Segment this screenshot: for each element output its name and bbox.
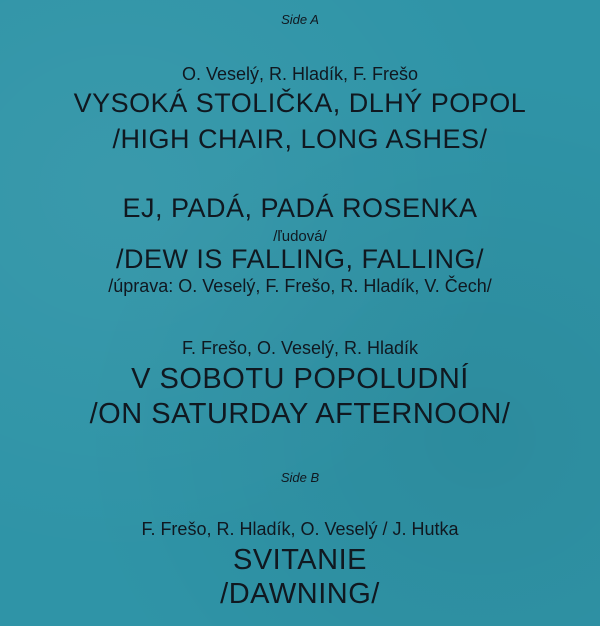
track-2-translation: /DEW IS FALLING, FALLING/ [115,244,485,274]
track-2-title: EJ, PADÁ, PADÁ ROSENKA [122,193,478,223]
side-b-label: Side B [280,470,320,485]
track-3-title: V SOBOTU POPOLUDNÍ [131,363,469,395]
track-1-title: VYSOKÁ STOLIČKA, DLHÝ POPOL [73,88,527,118]
track-1-credits: O. Veselý, R. Hladík, F. Frešo [181,64,419,84]
track-4-title: SVITANIE [233,544,367,576]
track-3-translation: /ON SATURDAY AFTERNOON/ [89,398,511,430]
track-4-translation: /DAWNING/ [220,578,380,610]
side-a-label: Side A [281,12,319,27]
track-3-credits: F. Frešo, O. Veselý, R. Hladík [181,338,419,358]
track-1-translation: /HIGH CHAIR, LONG ASHES/ [112,124,488,154]
track-2-arrangement: /úprava: O. Veselý, F. Frešo, R. Hladík, V. Čech/ [108,276,492,296]
track-2-origin: /ľudová/ [273,228,327,245]
track-4-credits: F. Frešo, R. Hladík, O. Veselý / J. Hutka [141,519,459,539]
